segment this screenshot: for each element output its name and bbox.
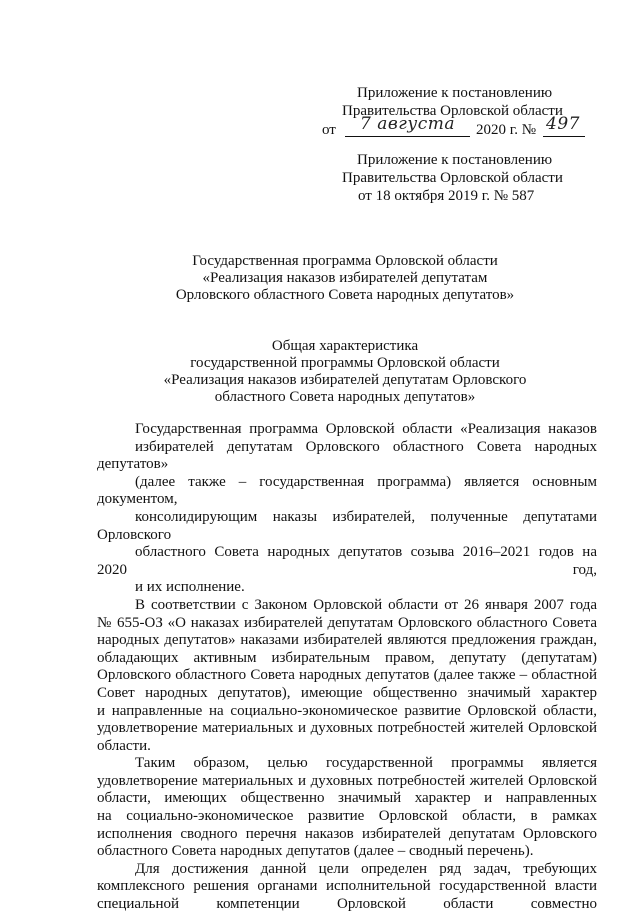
body-text: [97, 421, 597, 914]
p2-line: Совет народных депутатов), имеющие общественно значимый характер: [97, 684, 597, 701]
program-title-line1: Государственная программа Орловской области: [192, 253, 498, 269]
section-title: [25, 338, 640, 406]
section-title-line2: государственной программы Орловской области: [190, 355, 500, 371]
p2-line: В соответствии с Законом Орловской области от 26 января 2007 года: [135, 596, 597, 613]
p3-line: на социально-экономическое развитие Орловской области, в рамках: [97, 808, 597, 825]
date-underline: [345, 136, 470, 137]
p2-line: удовлетворение материальных и духовных потребностей жителей Орловской: [97, 720, 597, 737]
year-number-label: 2020 г. №: [476, 122, 537, 138]
p2-line: народных депутатов» наказами избирателей являются предложения граждан,: [97, 632, 597, 649]
program-title-line3: Орловского областного Совета народных депутатов»: [175, 287, 515, 303]
section-title-line1: Общая характеристика: [271, 338, 419, 354]
p1-line: областного Совета народных депутатов созыва 2016–2021 годов на 2020 год,: [97, 544, 597, 578]
attachment-old-line2: Правительства Орловской области: [342, 170, 563, 186]
p1-line: Государственная программа Орловской области «Реализация наказов: [135, 421, 597, 437]
from-prefix: от: [322, 122, 336, 138]
paragraph-3: [97, 755, 597, 861]
p2-line: Орловского областного Совета народных депутатов (далее также – областной: [97, 667, 597, 684]
attachment-new-line2: Правительства Орловской области: [342, 103, 563, 119]
program-title: [25, 253, 640, 304]
handwritten-date: 7 августа: [360, 114, 455, 134]
p2-line: № 655-ОЗ «О наказах избирателей депутатам Орловского областного Совета: [97, 614, 597, 631]
section-title-line4: областного Совета народных депутатов»: [214, 389, 476, 405]
p1-line: (далее также – государственная программа) является основным документом,: [97, 473, 597, 508]
p1-line: консолидирующим наказы избирателей, полученные депутатами Орловского: [97, 508, 597, 543]
attachment-new-line1: Приложение к постановлению: [357, 85, 553, 101]
p3-line: удовлетворение материальных и духовных потребностей жителей Орловской: [97, 772, 597, 789]
p3-line: Таким образом, целью государственной программы является: [135, 755, 597, 772]
paragraph-1: [97, 421, 597, 597]
paragraph-2: [97, 597, 597, 755]
p4-line: комплексного решения органами исполнительной государственной власти: [97, 878, 597, 895]
attachment-old-line1: Приложение к постановлению: [357, 152, 553, 168]
p3-line: исполнения сводного перечня наказов избирателей депутатам Орловского: [97, 825, 597, 842]
paragraph-4: [97, 861, 597, 914]
program-title-line2: «Реализация наказов избирателей депутатам: [202, 270, 488, 286]
attachment-old-line3: от 18 октября 2019 г. № 587: [358, 188, 535, 204]
p2-line: области.: [97, 737, 151, 754]
p3-line: областного Совета народных депутатов (далее – сводный перечень).: [97, 843, 534, 860]
p1-line: и их исполнение.: [135, 579, 245, 596]
number-underline: [543, 136, 585, 137]
p2-line: обладающих активным избирательным правом, депутату (депутатам): [97, 649, 597, 666]
p3-line: области, имеющих общественно значимый характер и направленных: [97, 790, 597, 807]
p4-line: специальной компетенции Орловской области совместно: [97, 896, 597, 913]
p4-line: Для достижения данной цели определен ряд задач, требующих: [135, 860, 597, 877]
section-title-line3: «Реализация наказов избирателей депутатам Орловского: [163, 372, 527, 388]
handwritten-number: 497: [546, 114, 580, 134]
p2-line: и направленные на социально-экономическое развитие Орловской области,: [97, 702, 597, 719]
p1-line: избирателей депутатам Орловского областного Совета народных депутатов»: [97, 438, 597, 473]
